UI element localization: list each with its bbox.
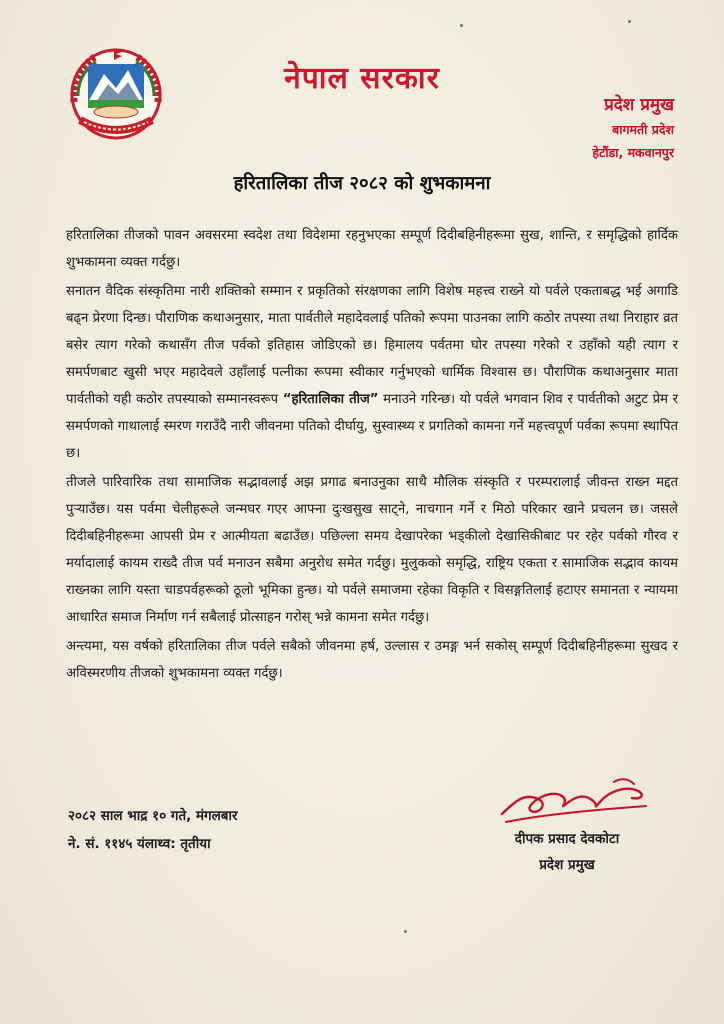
date-nepal-sambat: ने. सं. ११४५ यंलाथ्व: तृतीया [68, 836, 211, 852]
paragraph-2-part-a: सनातन वैदिक संस्कृतिमा नारी शक्तिको सम्मान र प्रकृतिको संरक्षणका लागि विशेष महत्त्व राख्ने यो पर्वले एकताबद्ध भई अगाडि बढ्न प्रेरणा दिन्छ। पौराणिक कथाअनुसार, माता पार्वतीले महादेवलाई पतिको रूपमा पाउनका लागि कठोर तपस्या तथा निराहार व्रत बसेर त्याग गरेको कथासँग तीज पर्वको इतिहास जोडिएको छ। हिमालय पर्वतमा घोर तपस्या गरेको र उहाँको यही त्याग र समर्पणबाट खुसी भएर महादेवले उहाँलाई पत्नीका रूपमा स्वीकार गर्नुभएको धार्मिक विश्वास छ। पौराणिक कथाअनुसार माता पार्वतीको यही कठोर तपस्याको सम्मानस्वरूप [66, 284, 678, 407]
paragraph-3: तीजले पारिवारिक तथा सामाजिक सद्भावलाई अझ प्रगाढ बनाउनुका साथै मौलिक संस्कृति र परम्परालाई जीवन्त राख्न मद्दत पुऱ्याउँछ। यस पर्वमा चेलीहरूले जन्मघर गएर आफ्ना दुःखसुख साट्ने, नाचगान गर्ने र मिठो परिकार खाने प्रचलन छ। जसले दिदीबहिनीहरूमा आपसी प्रेम र आत्मीयता बढाउँछ। पछिल्ला समय देखापरेका भड्कीलो देखासिकीबाट पर रहेर पर्वको गौरव र मर्यादालाई कायम राख्दै तीज पर्व मनाउन सबैमा अनुरोध समेत गर्दछु। मुलुकको समृद्धि, राष्ट्रिय एकता र सामाजिक सद्भाव कायम राख्नका लागि यस्ता चाडपर्वहरूको ठूलो भूमिका हुन्छ। यो पर्वले समाजमा रहेका विकृति र विसङ्गतिलाई हटाएर समानता र न्यायमा आधारित समाज निर्माण गर्न सबैलाई प्रोत्साहन गरोस् भन्ने कामना समेत गर्दछु। [66, 475, 678, 625]
office-block [592, 92, 674, 161]
date-bikram-sambat: २०८२ साल भाद्र १० गते, मंगलबार [68, 808, 238, 824]
signer-title: प्रदेश प्रमुख [539, 857, 595, 873]
signer-name: दीपक प्रसाद देवकोटा [514, 831, 620, 847]
paper-speck [628, 20, 631, 23]
paragraph-4: अन्त्यमा, यस वर्षको हरितालिका तीज पर्वले सबैको जीवनमा हर्ष, उल्लास र उमङ्ग भर्न सकोस् सम्पूर्ण दिदीबहिनीहरूमा सुखद र अविस्मरणीय तीजको शुभकामना व्यक्त गर्दछु। [66, 639, 678, 681]
province-name: बागमती प्रदेश [612, 122, 674, 137]
signature-icon [496, 770, 656, 830]
date-block [68, 802, 238, 858]
paper-speck [460, 24, 463, 27]
letter-body [66, 222, 678, 689]
paragraph-2 [66, 278, 678, 467]
office-title: प्रदेश प्रमुख [604, 95, 674, 115]
paper-speck [404, 930, 407, 933]
festival-name-bold: “हरितालिका तीज” [282, 392, 379, 407]
signer-block [492, 826, 642, 878]
paragraph-1: हरितालिका तीजको पावन अवसरमा स्वदेश तथा विदेशमा रहनुभएका सम्पूर्ण दिदीबहिनीहरूमा सुख, शान्ति, र समृद्धिको हार्दिक शुभकामना व्यक्त गर्दछु। [66, 228, 678, 270]
paragraph-2-part-b: मनाउने गरिन्छ। यो पर्वले भगवान शिव र पार्वतीको अटुट प्रेम र समर्पणको गाथालाई स्मरण गराउँदै नारी जीवनमा पतिको दीर्घायु, सुस्वास्थ्य र प्रगतिको कामना गर्ने महत्त्वपूर्ण पर्वका रूपमा स्थापित छ। [66, 392, 678, 461]
government-title: नेपाल सरकार [284, 61, 440, 96]
letter-heading: हरितालिका तीज २०८२ को शुभकामना [233, 173, 491, 194]
office-location: हेटौंडा, मकवानपुर [592, 145, 674, 160]
